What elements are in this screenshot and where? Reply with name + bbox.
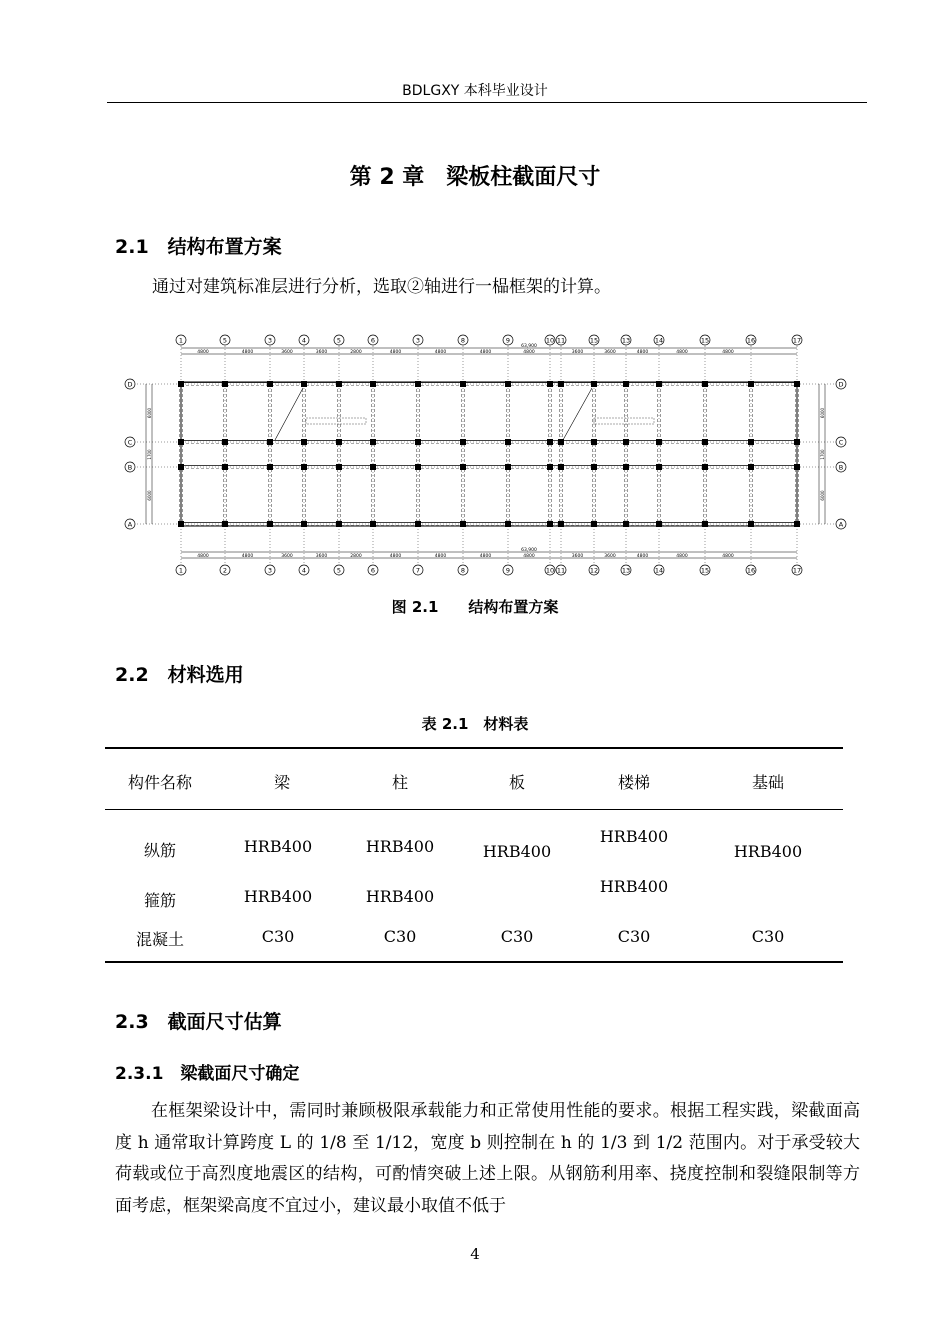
- table-cell: C30: [261, 927, 295, 946]
- opening-outline: [306, 418, 366, 424]
- column-mark: [505, 464, 511, 470]
- axis-bubble-label: 3: [267, 336, 273, 345]
- dimension-label: 2800: [350, 554, 362, 559]
- column-mark: [547, 381, 553, 387]
- column-mark: [267, 381, 273, 387]
- axis-bubble-label: 16: [746, 566, 756, 575]
- axis-bubble-label: 14: [654, 566, 664, 575]
- column-mark: [460, 381, 466, 387]
- axis-bubble-label: 8: [460, 566, 466, 575]
- axis-bubble-label: 13: [621, 336, 631, 345]
- column-mark: [222, 381, 228, 387]
- column-mark: [623, 521, 629, 527]
- outer-frame: [181, 382, 797, 526]
- table-cell: C30: [500, 927, 534, 946]
- column-mark: [702, 464, 708, 470]
- column-mark: [591, 464, 597, 470]
- column-mark: [415, 464, 421, 470]
- dimension-label: 3600: [604, 350, 616, 355]
- dimension-label: 4800: [389, 350, 402, 355]
- column-mark: [591, 439, 597, 445]
- side-dimension-label: 1700: [820, 449, 825, 460]
- dimension-label: 3600: [281, 350, 293, 355]
- dimension-label: 4800: [636, 554, 649, 559]
- axis-bubble-label: 1: [178, 336, 184, 345]
- table-cell: HRB400: [365, 837, 435, 856]
- column-mark: [656, 381, 662, 387]
- column-mark: [656, 439, 662, 445]
- stair-diagonal: [275, 388, 303, 440]
- column-mark: [794, 439, 800, 445]
- table-row-label: 纵筋: [143, 841, 177, 860]
- column-mark: [547, 464, 553, 470]
- table-cell: HRB400: [599, 827, 669, 846]
- column-mark: [558, 439, 564, 445]
- column-mark: [301, 381, 307, 387]
- axis-bubble-label: 5: [336, 566, 342, 575]
- dimension-label: 3600: [315, 554, 328, 559]
- column-mark: [558, 464, 564, 470]
- table-cell: C30: [751, 927, 785, 946]
- page-header: BDLGXY 本科毕业设计: [402, 83, 548, 99]
- table-cell: HRB400: [599, 877, 669, 896]
- dimension-label: 4800: [523, 554, 535, 559]
- header-rule: [107, 102, 867, 103]
- dimension-label: 4800: [479, 350, 492, 355]
- structural-plan-drawing: [120, 330, 844, 578]
- dimension-label: 3600: [281, 554, 293, 559]
- column-mark: [505, 521, 511, 527]
- table-bottom-rule: [105, 961, 843, 963]
- dimension-label: 4800: [676, 554, 688, 559]
- axis-bubble-label: D: [838, 380, 844, 389]
- dimension-label: 4800: [523, 350, 535, 355]
- column-mark: [370, 439, 376, 445]
- column-mark: [222, 521, 228, 527]
- column-mark: [547, 439, 553, 445]
- column-mark: [623, 464, 629, 470]
- dimension-label: 2800: [350, 350, 362, 355]
- dimension-label: 3600: [571, 554, 584, 559]
- column-mark: [794, 381, 800, 387]
- axis-bubble-label: 7: [415, 566, 421, 575]
- column-mark: [656, 464, 662, 470]
- column-mark: [415, 439, 421, 445]
- column-mark: [178, 439, 184, 445]
- axis-bubble-label: 6: [370, 336, 376, 345]
- column-mark: [702, 381, 708, 387]
- column-mark: [794, 521, 800, 527]
- column-mark: [702, 521, 708, 527]
- axis-bubble-label: C: [838, 438, 844, 447]
- table-top-rule: [105, 747, 843, 749]
- column-mark: [301, 521, 307, 527]
- column-mark: [301, 439, 307, 445]
- column-mark: [558, 381, 564, 387]
- axis-bubble-label: 5: [336, 336, 342, 345]
- chapter-title: 第 2 章 梁板柱截面尺寸: [349, 165, 601, 190]
- side-dimension-label: 6000: [820, 407, 825, 419]
- opening-outline: [594, 418, 654, 424]
- table-cell: HRB400: [482, 842, 552, 861]
- table-cell: HRB400: [243, 887, 313, 906]
- column-mark: [222, 464, 228, 470]
- axis-bubble-label: C: [127, 438, 133, 447]
- column-mark: [748, 464, 754, 470]
- column-mark: [460, 464, 466, 470]
- section-2-3-title: 2.3 截面尺寸估算: [115, 1011, 282, 1033]
- column-mark: [547, 521, 553, 527]
- overall-dimension-label: 63,900: [521, 548, 537, 553]
- table-header-cell: 楼梯: [617, 773, 651, 792]
- column-mark: [336, 381, 342, 387]
- axis-bubble-label: B: [838, 463, 844, 472]
- figure-caption: 图 2.1 结构布置方案: [391, 598, 559, 616]
- table-header-cell: 基础: [751, 773, 785, 792]
- column-mark: [178, 464, 184, 470]
- column-mark: [301, 464, 307, 470]
- axis-bubble-label: 2: [222, 566, 228, 575]
- axis-bubble-label: 10: [545, 566, 555, 575]
- dimension-label: 4800: [636, 350, 649, 355]
- table-header-cell: 梁: [273, 773, 291, 792]
- axis-bubble-label: 13: [621, 566, 631, 575]
- column-mark: [267, 521, 273, 527]
- column-mark: [558, 521, 564, 527]
- axis-bubble-label: 15: [589, 336, 599, 345]
- column-mark: [591, 521, 597, 527]
- axis-bubble-label: 11: [556, 566, 566, 575]
- column-mark: [415, 521, 421, 527]
- column-mark: [370, 381, 376, 387]
- axis-bubble-label: 6: [370, 566, 376, 575]
- section-2-3-1-title: 2.3.1 梁截面尺寸确定: [115, 1064, 300, 1084]
- axis-bubble-label: 11: [556, 336, 566, 345]
- axis-bubble-label: 9: [505, 566, 511, 575]
- stair-diagonal: [563, 388, 592, 440]
- column-mark: [623, 439, 629, 445]
- axis-bubble-label: 8: [460, 336, 466, 345]
- column-mark: [178, 381, 184, 387]
- axis-bubble-label: 17: [792, 336, 802, 345]
- column-mark: [794, 464, 800, 470]
- axis-bubble-label: 5: [222, 336, 228, 345]
- column-mark: [178, 521, 184, 527]
- side-dimension-label: 6000: [147, 407, 152, 419]
- axis-bubble-label: 3: [267, 566, 273, 575]
- axis-bubble-label: 1: [178, 566, 184, 575]
- column-mark: [505, 381, 511, 387]
- axis-bubble-label: 12: [589, 566, 599, 575]
- table-cell: HRB400: [733, 842, 803, 861]
- axis-bubble-label: 15: [700, 336, 710, 345]
- table-caption: 表 2.1 材料表: [421, 715, 529, 733]
- axis-bubble-label: 14: [654, 336, 664, 345]
- axis-bubble-label: 9: [505, 336, 511, 345]
- column-mark: [702, 439, 708, 445]
- section-2-1-title: 2.1 结构布置方案: [115, 236, 282, 258]
- column-mark: [267, 439, 273, 445]
- column-mark: [267, 464, 273, 470]
- column-mark: [336, 439, 342, 445]
- axis-bubble-label: 17: [792, 566, 802, 575]
- dimension-label: 4800: [241, 554, 254, 559]
- side-dimension-label: 6000: [147, 490, 152, 501]
- column-mark: [370, 464, 376, 470]
- table-cell: HRB400: [243, 837, 313, 856]
- table-cell: C30: [383, 927, 417, 946]
- overall-dimension-label: 63,900: [521, 344, 537, 349]
- column-mark: [222, 439, 228, 445]
- column-mark: [460, 521, 466, 527]
- column-mark: [591, 381, 597, 387]
- table-row-label: 箍筋: [143, 891, 177, 910]
- column-mark: [505, 439, 511, 445]
- axis-bubble-label: B: [127, 463, 133, 472]
- column-mark: [656, 521, 662, 527]
- dimension-label: 4800: [434, 350, 447, 355]
- axis-bubble-label: 3: [415, 336, 421, 345]
- column-mark: [748, 439, 754, 445]
- column-mark: [460, 439, 466, 445]
- column-mark: [415, 381, 421, 387]
- section-2-2-title: 2.2 材料选用: [115, 664, 244, 686]
- column-mark: [336, 521, 342, 527]
- axis-bubble-label: 4: [301, 336, 307, 345]
- table-header-cell: 板: [508, 773, 526, 792]
- axis-bubble-label: 15: [700, 566, 710, 575]
- table-cell: C30: [617, 927, 651, 946]
- axis-bubble-label: 4: [301, 566, 307, 575]
- table-cell: HRB400: [365, 887, 435, 906]
- section-2-3-1-paragraph: 在框架梁设计中，需同时兼顾极限承载能力和正常使用性能的要求。根据工程实践，梁截面高度 h 通常取计算跨度 L 的 1/8 至 1/12，宽度 b 则控制在 h 的 1/3 到 1/2 范围内。对于承受较大荷载或位于高烈度地震区的结构，可酌情突破上述上限。从钢筋利用率、挠度控制和裂缝限制等方面考虑，框架梁高度不宜过小，建议最小取值不低于: [115, 1101, 860, 1216]
- dimension-label: 3600: [604, 554, 616, 559]
- table-header-cell: 柱: [391, 773, 409, 792]
- side-dimension-label: 1700: [147, 449, 152, 460]
- column-mark: [748, 381, 754, 387]
- table-header-rule: [105, 809, 843, 810]
- axis-bubble-label: A: [127, 520, 133, 529]
- dimension-label: 3600: [315, 350, 328, 355]
- section-2-1-intro: 通过对建筑标准层进行分析，选取②轴进行一榀框架的计算。: [152, 277, 611, 297]
- dimension-label: 4800: [479, 554, 492, 559]
- axis-bubble-label: 16: [746, 336, 756, 345]
- axis-bubble-label: 10: [545, 336, 555, 345]
- column-mark: [748, 521, 754, 527]
- dimension-label: 4800: [241, 350, 254, 355]
- column-mark: [370, 521, 376, 527]
- table-row-label: 混凝土: [135, 930, 185, 949]
- dimension-label: 4800: [197, 554, 209, 559]
- page-number: 4: [470, 1245, 480, 1263]
- axis-bubble-label: D: [127, 380, 133, 389]
- dimension-label: 4800: [434, 554, 447, 559]
- column-mark: [623, 381, 629, 387]
- dimension-label: 4800: [722, 350, 734, 355]
- dimension-label: 4800: [722, 554, 734, 559]
- table-header-cell: 构件名称: [127, 773, 193, 792]
- dimension-label: 3600: [571, 350, 584, 355]
- axis-bubble-label: A: [838, 520, 844, 529]
- dimension-label: 4800: [197, 350, 209, 355]
- dimension-label: 4800: [676, 350, 688, 355]
- column-mark: [336, 464, 342, 470]
- dimension-label: 4800: [389, 554, 402, 559]
- side-dimension-label: 6000: [820, 490, 825, 501]
